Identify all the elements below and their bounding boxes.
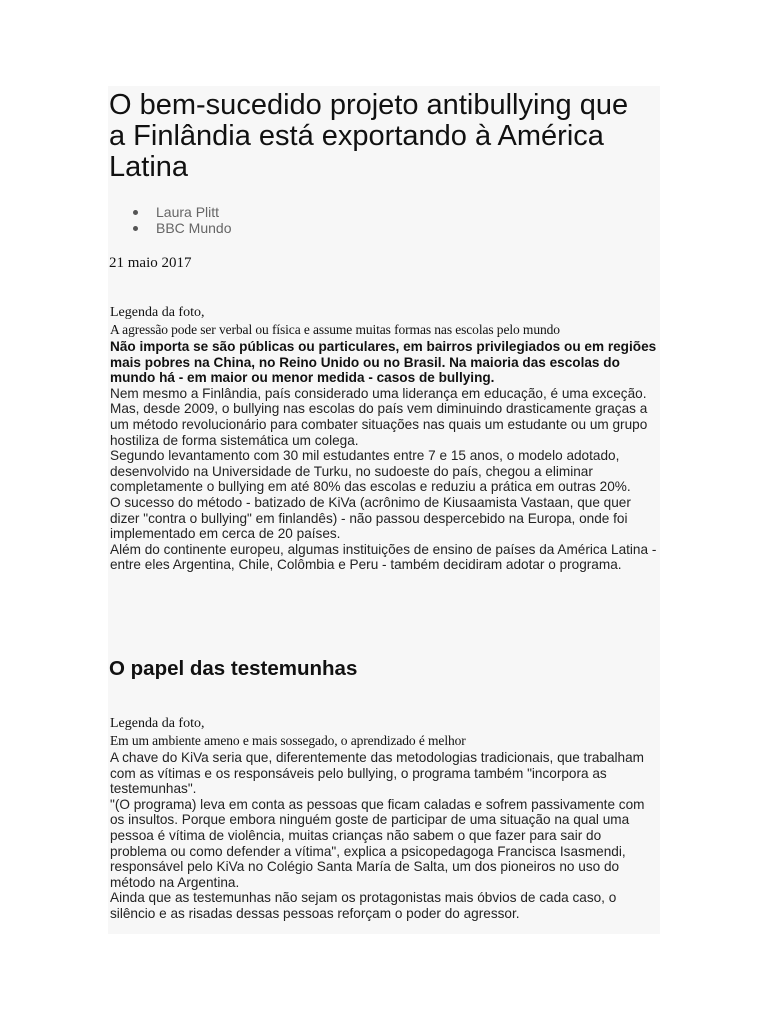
author-list [130,204,231,236]
bullet-icon [133,226,138,231]
body-paragraph: Segundo levantamento com 30 mil estudantes entre 7 e 15 anos, o modelo adotado, desenvolvido na Universidade de Turku, no sudoeste do país, chegou a eliminar completamente o bullying em até 80% das escolas e reduziu a prática em outras 20%. [110,448,631,495]
body-paragraph: A chave do KiVa seria que, diferentemente das metodologias tradicionais, que trabalham com as vítimas e os responsáveis pelo bullying, o programa também "incorpora as testemunhas". [110,750,645,797]
article-title: O bem-sucedido projeto antibullying que a Finlândia está exportando à América Latina [109,89,629,183]
lead-paragraph: Não importa se são públicas ou particulares, em bairros privilegiados ou em regiões mais pobres na China, no Reino Unido ou no Brasil. Na maioria das escolas do mundo há - em maior ou menor medida - casos de bullying. [110,339,657,386]
publish-date: 21 maio 2017 [109,255,192,271]
body-paragraph: Ainda que as testemunhas não sejam os protagonistas mais óbvios de cada caso, o silêncio e as risadas dessas pessoas reforçam o poder do agressor. [110,890,617,921]
body-paragraph: O sucesso do método - batizado de KiVa (acrônimo de Kiusaamista Vastaan, que quer dizer "contra o bullying" em finlandês) - não passou despercebido na Europa, onde foi implementado em cerca de 20 países. [110,494,631,542]
bullet-icon [133,210,138,215]
section-heading: O papel das testemunhas [109,657,358,680]
article-body-intro [110,339,660,573]
author-name: Laura Plitt [156,204,220,220]
photo-caption-text: Em um ambiente ameno e mais sossegado, o aprendizado é melhor [110,733,466,748]
author-item [130,220,231,236]
article-body-section [110,750,660,922]
author-source: BBC Mundo [156,220,232,236]
body-paragraph: "(O programa) leva em conta as pessoas que ficam caladas e sofrem passivamente com os insultos. Porque embora ninguém goste de participar de uma situação na qual uma pessoa é vítima de violência, muitas crianças não sabem o que fazer para sair do problema ou como defender a vítima", explica a psicopedagoga Francisca Isasmendi, responsável pelo KiVa no Colégio Santa María de Salta, um dos pioneiros no uso do método na Argentina. [110,796,645,890]
photo-caption-label: Legenda da foto, [110,716,205,731]
photo-caption-text: A agressão pode ser verbal ou física e assume muitas formas nas escolas pelo mundo [110,322,560,337]
photo-caption-label: Legenda da foto, [110,305,205,320]
body-paragraph: Nem mesmo a Finlândia, país considerado uma liderança em educação, é uma exceção. [110,385,647,401]
author-item [130,204,231,220]
body-paragraph: Mas, desde 2009, o bullying nas escolas do país vem diminuindo drasticamente graças a um método revolucionário para combater situações nas quais um estudante ou um grupo hostiliza de forma sistemática um colega. [110,401,648,448]
body-paragraph: Além do continente europeu, algumas instituições de ensino de países da América Latina - entre eles Argentina, Chile, Colômbia e Peru - também decidiram adotar o programa. [110,541,657,573]
